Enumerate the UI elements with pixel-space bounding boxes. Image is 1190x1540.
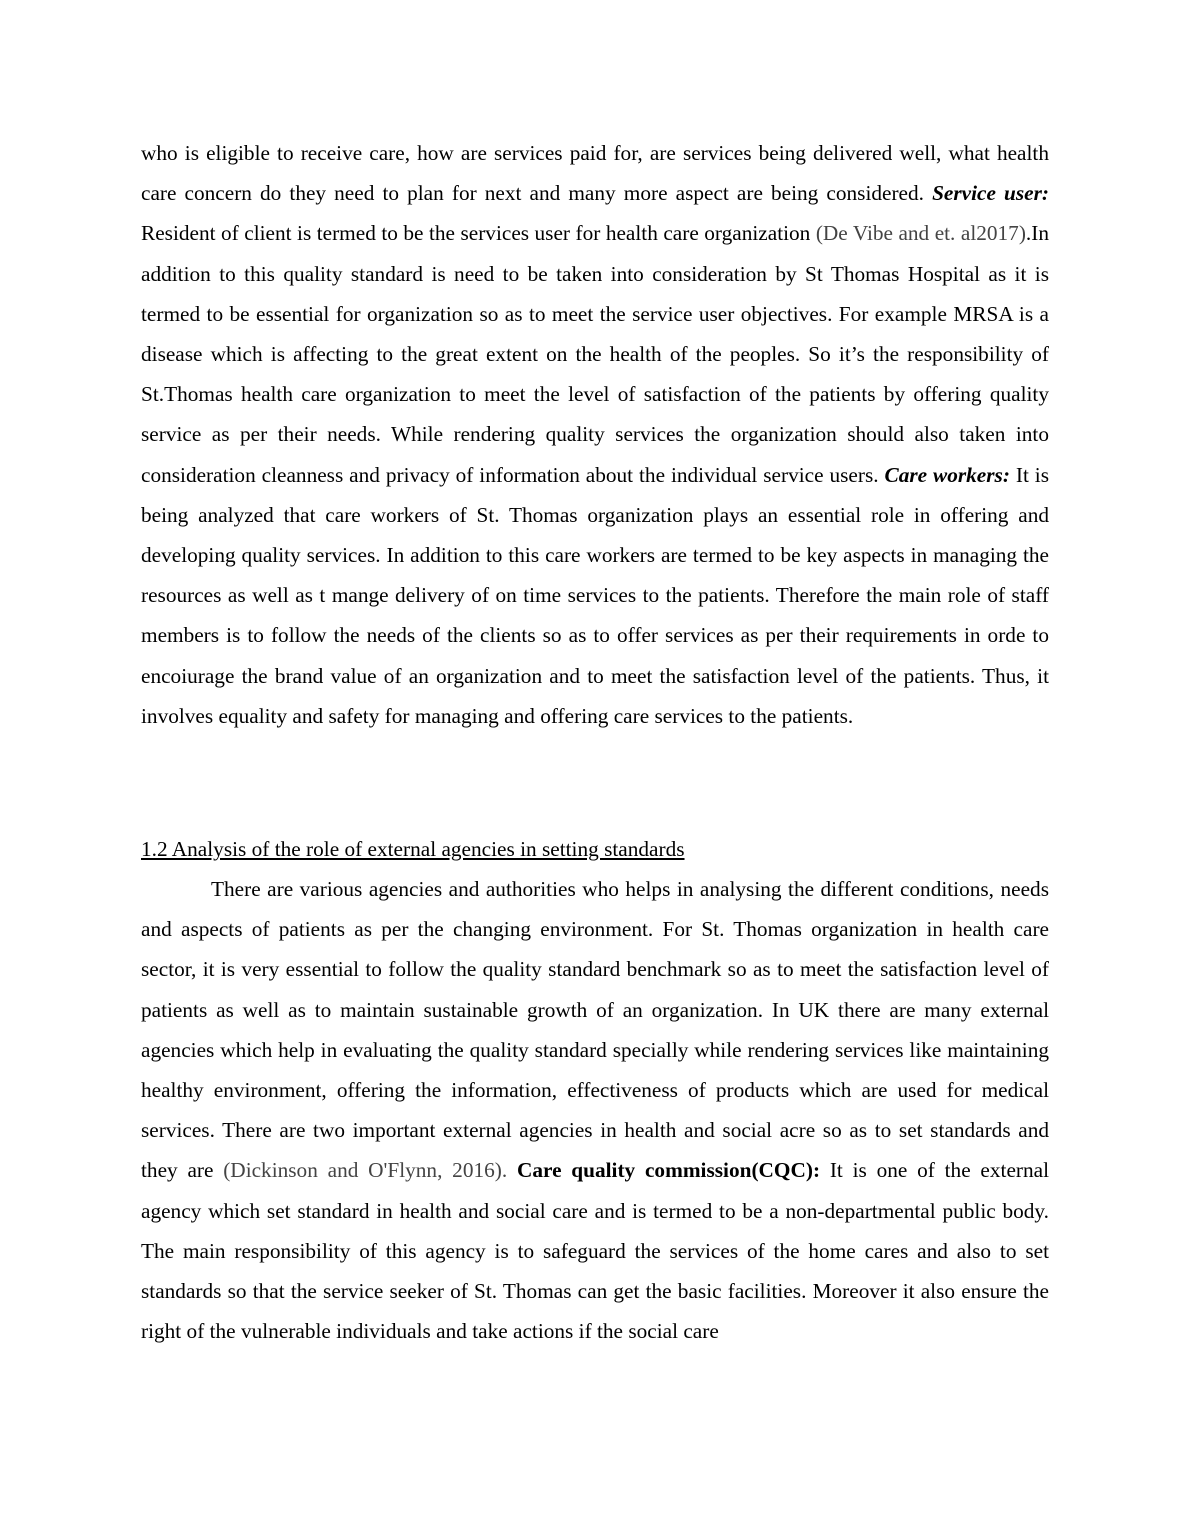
paragraph-text: .In addition to this quality standard is need to be taken into consideration by St Thomas Hospital as it is termed to be essential for organization so as to meet the service user objectives. For example MRSA is a disease which is affecting to the great extent on the health of the peoples. So it’s the responsibility of St.Thomas health care organization to meet the level of satisfaction of the patients by offering quality service as per their needs. While rendering quality services the organization should also taken into consideration cleanness and privacy of information about the individual service users. xyxy=(141,221,1049,487)
paragraph-text: It is being analyzed that care workers of St. Thomas organization plays an essential role in offering and developing quality services. In addition to this care workers are termed to be key aspects in managing the resources as well as t mange delivery of on time services to the patients. Therefore the main role of staff members is to follow the needs of the clients so as to offer services as per their requirements in orde to encoiurage the brand value of an organization and to meet the satisfaction level of the patients. Thus, it involves equality and safety for managing and offering care services to the patients. xyxy=(141,462,1050,728)
paragraph-text: who is eligible to receive care, how are services paid for, are services being delivered well, what health care concern do they need to plan for next and many more aspect are being considered. xyxy=(141,141,1049,206)
paragraph-external-agencies xyxy=(141,869,1049,1351)
paragraph-text: It is one of the external agency which set standard in health and social care and is termed to be a non-departmental public body. The main responsibility of this agency is to safeguard the services of the home cares and also to set standards so that the service seeker of St. Thomas can get the basic facilities. Moreover it also ensure the right of the vulnerable individuals and take actions if the social care xyxy=(141,1158,1050,1344)
paragraph-text: Resident of client is termed to be the services user for health care organization xyxy=(141,221,816,246)
paragraph-service-users xyxy=(141,133,1049,736)
citation: (De Vibe and et. al2017) xyxy=(815,221,1026,246)
term-service-user: Service user: xyxy=(932,181,1049,206)
section-heading: 1.2 Analysis of the role of external agencies in setting standards xyxy=(141,837,685,861)
paragraph-text xyxy=(507,1158,517,1182)
term-care-workers: Care workers: xyxy=(884,462,1010,487)
term-cqc: Care quality commission(CQC): xyxy=(516,1158,821,1183)
citation: (Dickinson and O'Flynn, 2016). xyxy=(223,1158,508,1183)
paragraph-text: There are various agencies and authorities who helps in analysing the different conditions, needs and aspects of patients as per the changing environment. For St. Thomas organization in health care sector, it is very essential to follow the quality standard benchmark so as to meet the satisfaction level of patients as well as to maintain sustainable growth of an organization. In UK there are many external agencies which help in evaluating the quality standard specially while rendering services like maintaining healthy environment, offering the information, effectiveness of products which are used for medical services. There are two important external agencies in health and social acre so as to set standards and they are xyxy=(141,877,1049,1183)
